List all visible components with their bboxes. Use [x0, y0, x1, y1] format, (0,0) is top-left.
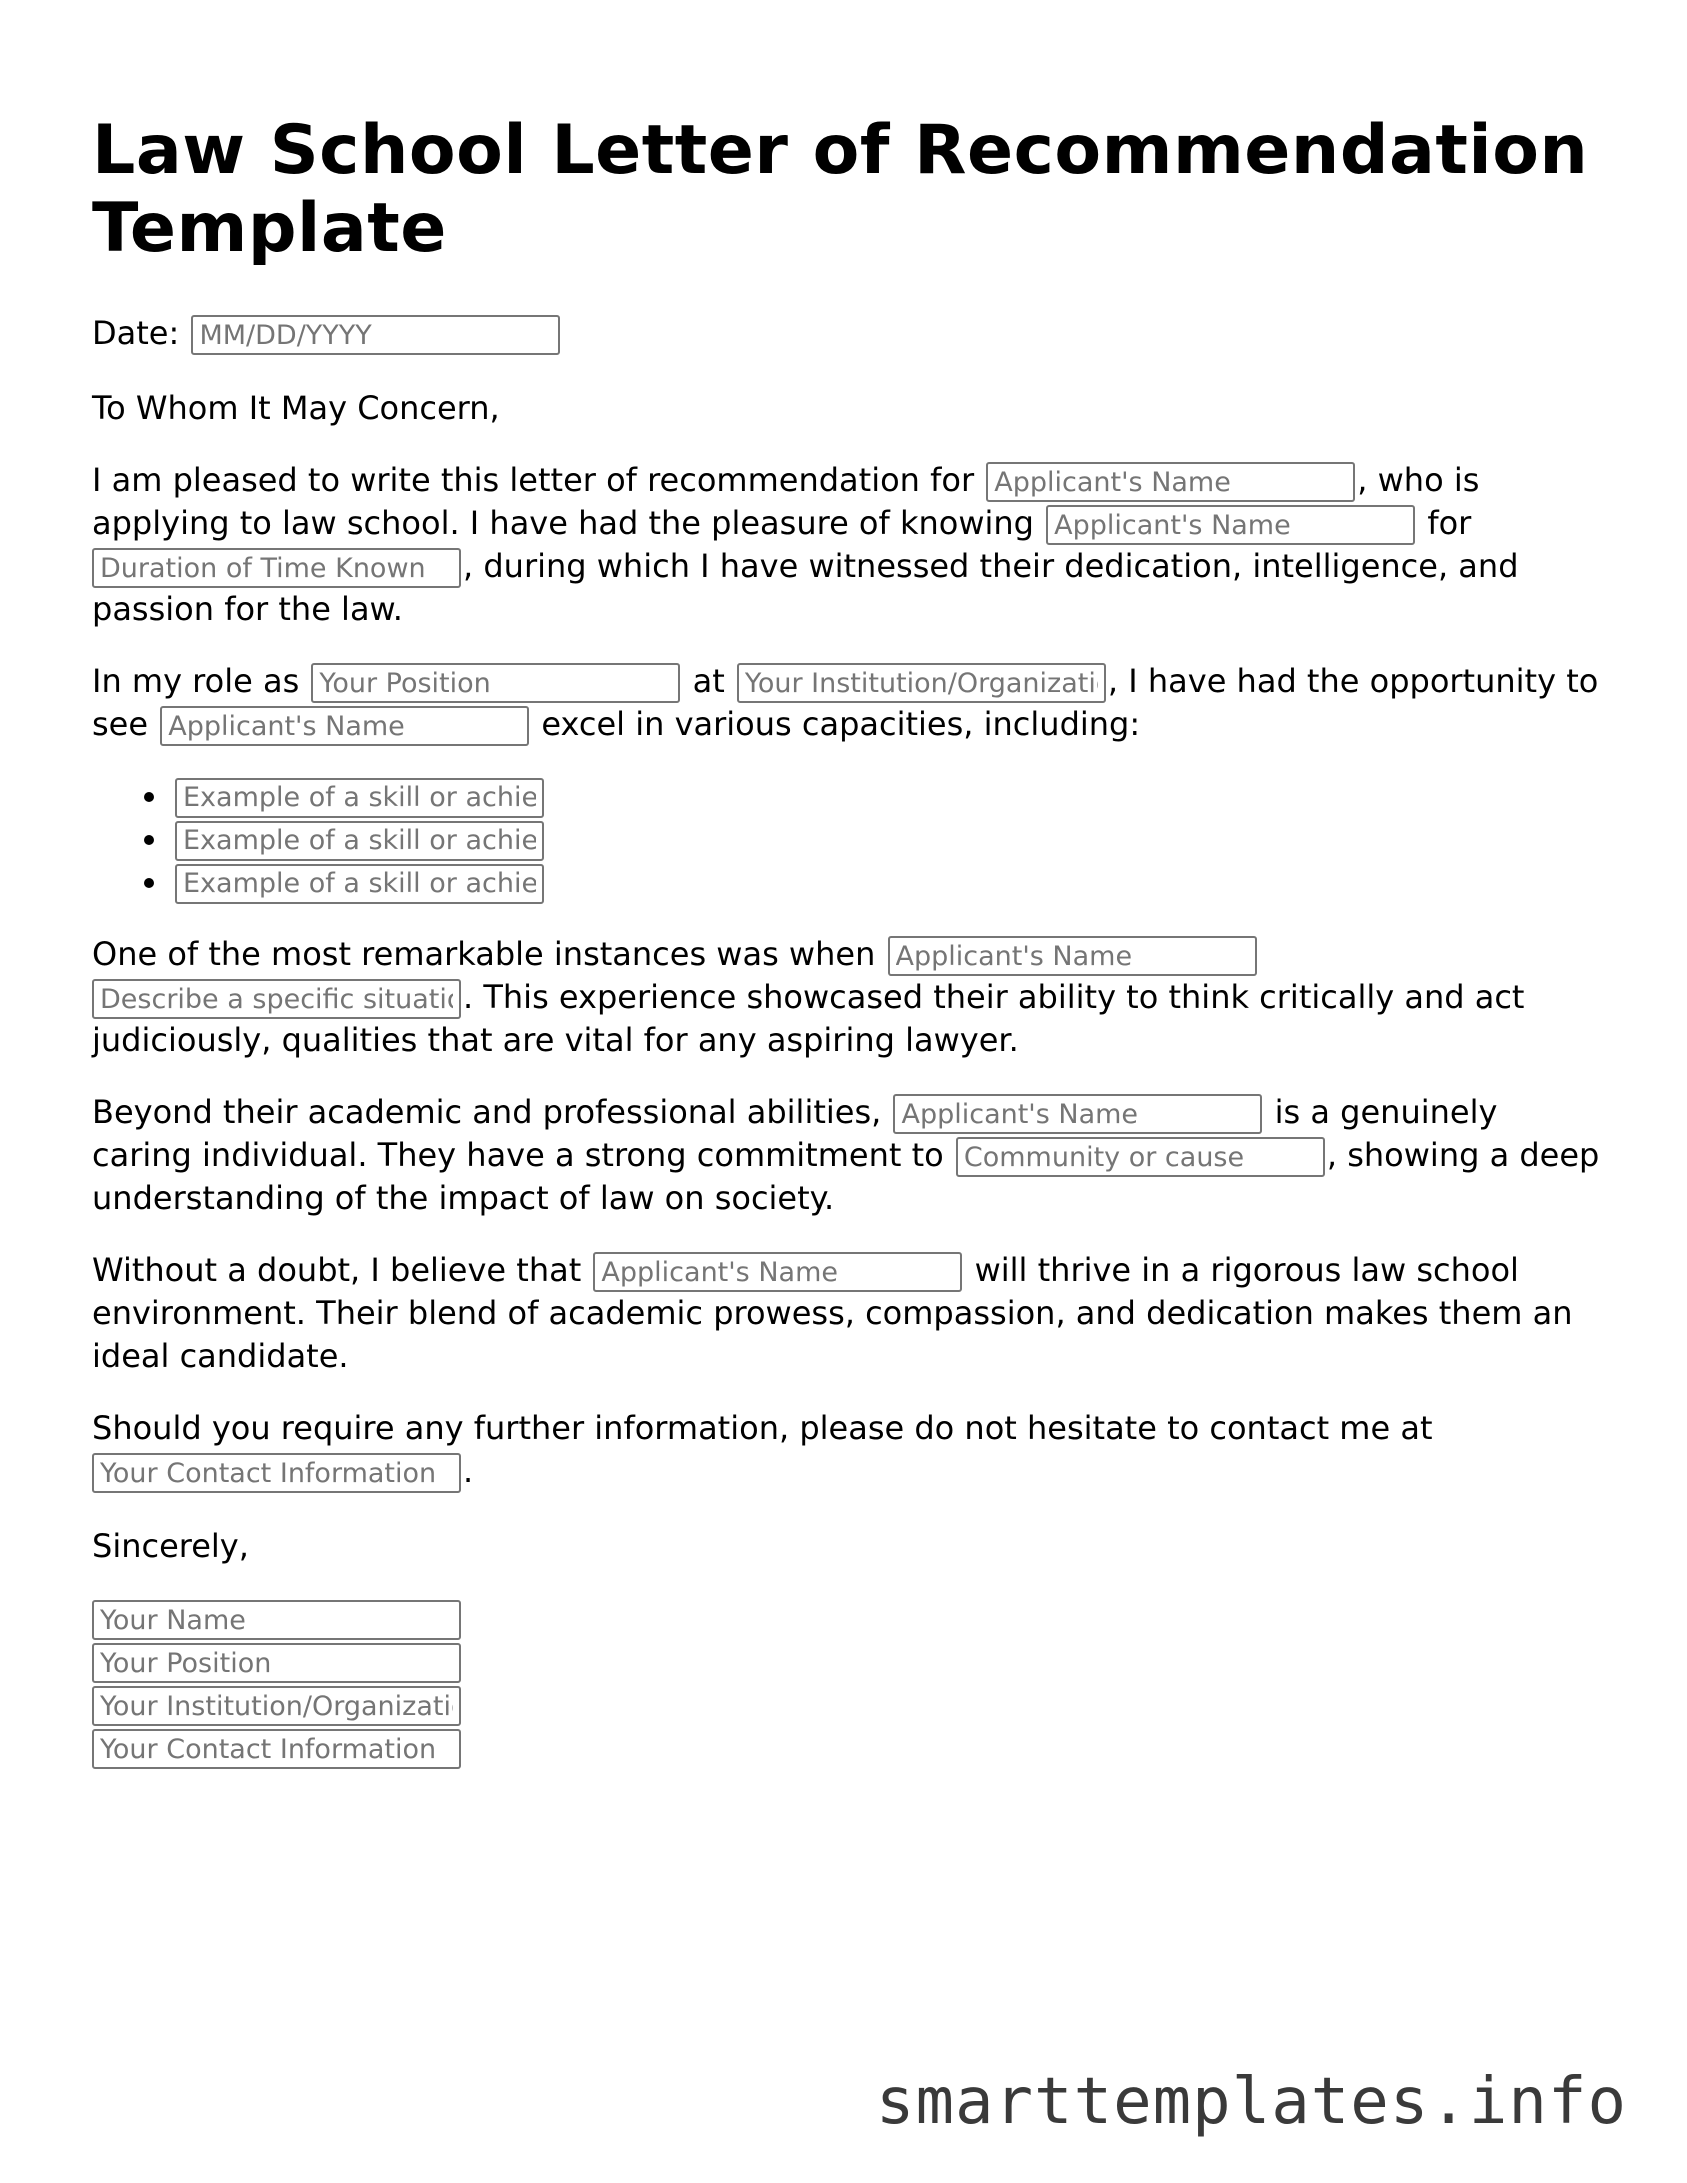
situation-input[interactable]	[92, 979, 461, 1019]
date-label: Date:	[92, 314, 180, 352]
character-text-2: is a genuinely caring individual. They have a strong commitment to	[92, 1093, 1498, 1174]
character-text-3: , showing a deep understanding of the impact of law on society.	[92, 1136, 1600, 1217]
watermark: smarttemplates.info	[875, 2065, 1627, 2139]
community-input[interactable]	[956, 1137, 1325, 1177]
contact-input[interactable]	[92, 1453, 461, 1493]
conclusion-text-1: Without a doubt, I believe that	[92, 1251, 582, 1289]
role-text-2: at	[692, 662, 725, 700]
contact-paragraph	[92, 1407, 1602, 1493]
contact-text-2: .	[463, 1452, 474, 1490]
signature-contact-input[interactable]	[92, 1729, 461, 1769]
intro-text-3: for	[1427, 504, 1472, 542]
applicant-name-input[interactable]	[593, 1252, 962, 1292]
applicant-name-input[interactable]	[160, 706, 529, 746]
closing: Sincerely,	[92, 1527, 249, 1565]
applicant-name-input[interactable]	[1046, 505, 1415, 545]
contact-text-1: Should you require any further information, please do not hesitate to contact me at	[92, 1409, 1433, 1447]
role-text-3: , I have had the opportunity to see	[92, 662, 1599, 743]
conclusion-text-2: will thrive in a rigorous law school environment. Their blend of academic prowess, compassion, and dedication makes them an ideal candidate.	[92, 1251, 1573, 1375]
your-name-input[interactable]	[92, 1600, 461, 1640]
skills-list	[92, 775, 1602, 904]
list-item	[175, 861, 1602, 904]
signature-block	[92, 1600, 1602, 1769]
signature-institution-input[interactable]	[92, 1686, 461, 1726]
intro-paragraph	[92, 459, 1602, 631]
applicant-name-input[interactable]	[986, 462, 1355, 502]
character-text-1: Beyond their academic and professional abilities,	[92, 1093, 882, 1131]
list-item	[175, 818, 1602, 861]
role-text-4: excel in various capacities, including:	[541, 705, 1141, 743]
instance-text-2: . This experience showcased their ability to think critically and act judiciously, qualities that are vital for any aspiring lawyer.	[92, 978, 1525, 1059]
page-title: Law School Letter of Recommendation Template	[92, 111, 1589, 268]
signature-position-input[interactable]	[92, 1643, 461, 1683]
conclusion-paragraph	[92, 1249, 1602, 1378]
role-text-1: In my role as	[92, 662, 300, 700]
role-paragraph	[92, 660, 1602, 746]
greeting: To Whom It May Concern,	[92, 389, 500, 427]
duration-input[interactable]	[92, 548, 461, 588]
intro-text-2: , who is applying to law school. I have had the pleasure of knowing	[92, 461, 1480, 542]
list-item	[175, 775, 1602, 818]
date-input[interactable]	[191, 315, 560, 355]
applicant-name-input[interactable]	[893, 1094, 1262, 1134]
institution-input[interactable]	[737, 663, 1106, 703]
applicant-name-input[interactable]	[888, 936, 1257, 976]
your-position-input[interactable]	[311, 663, 680, 703]
intro-text-4: , during which I have witnessed their dedication, intelligence, and passion for the law.	[92, 547, 1519, 628]
skill-input[interactable]	[175, 778, 544, 818]
date-line	[92, 312, 1602, 355]
skill-input[interactable]	[175, 821, 544, 861]
character-paragraph	[92, 1091, 1602, 1220]
letter-template	[92, 112, 1602, 1772]
instance-paragraph	[92, 933, 1602, 1062]
instance-text-1: One of the most remarkable instances was when	[92, 935, 876, 973]
skill-input[interactable]	[175, 864, 544, 904]
intro-text-1: I am pleased to write this letter of recommendation for	[92, 461, 975, 499]
